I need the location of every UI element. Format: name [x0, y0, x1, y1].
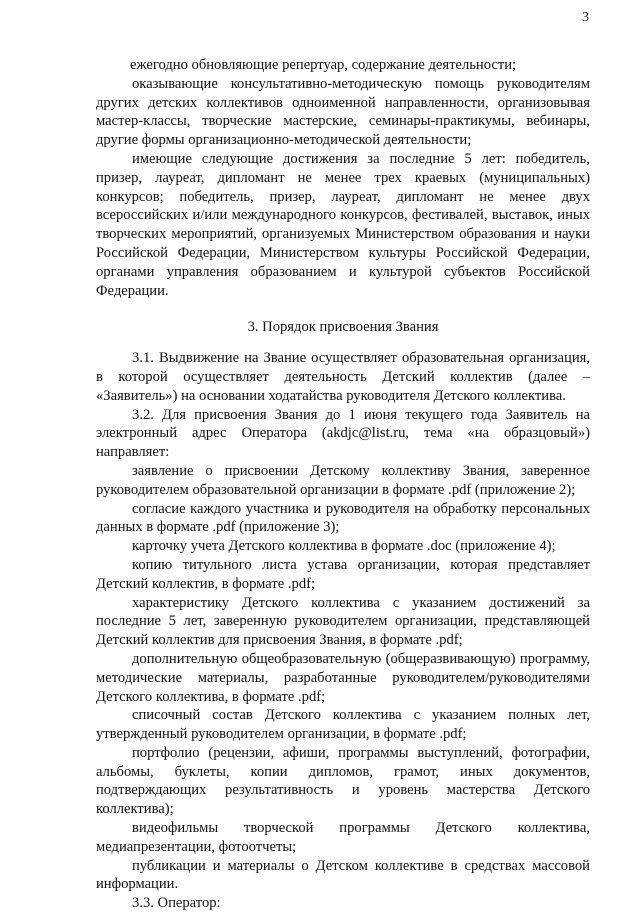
paragraph: ежегодно обновляющие репертуар, содержание деятельности; [130, 57, 517, 73]
list-item: характеристику Детского коллектива с указанием достижений за последние 5 лет, заверенную руководителем организации, представляющей Детский коллектив для присвоения Звания, в формате .pdf; [96, 594, 590, 649]
list-item: карточку учета Детского коллектива в формате .doc (приложение 4); [132, 538, 556, 555]
paragraph: 3.3. Оператор: [132, 895, 221, 912]
page-number: 3 [582, 10, 589, 25]
list-item: копию титульного листа устава организации, которая представляет Детский коллектив, в формате .pdf; [96, 556, 590, 592]
list-item: дополнительную общеобразовательную (общеразвивающую) программу, методические материалы, разработанные руководителем/руководителями Детского коллектива, в формате .pdf; [96, 650, 590, 705]
list-item: согласие каждого участника и руководителя на обработку персональных данных в формате .pdf (приложение 3); [96, 500, 590, 536]
list-item: портфолио (рецензии, афиши, программы выступлений, фотографии, альбомы, буклеты, копии дипломов, грамот, иных документов, подтверждающих результативность и уровень мастерства Детского коллектива); [96, 744, 590, 818]
list-item: видеофильмы творческой программы Детского коллектива, медиапрезентации, фотоотчеты; [96, 820, 590, 855]
paragraph: 3.2. Для присвоения Звания до 1 июня текущего года Заявитель на электронный адрес Оператора (akdjc@list.ru, тема «на образцовый») направляет: [96, 406, 590, 461]
section-heading: 3. Порядок присвоения Звания [247, 319, 439, 336]
paragraph: имеющие следующие достижения за последние 5 лет: победитель, призер, лауреат, дипломант не менее трех краевых (муниципальных) конкурсов; победитель, призер, лауреат, дипломант не менее двух всероссийских и/или международного конкурсов, фестивалей, выставок, иных творческих мероприятий, организуемых Министерством образования и науки Российской Федерации, Министерством культуры Российской Федерации, органами управления образованием и культурой субъектов Российской Федерации. [96, 150, 590, 299]
list-item: публикации и материалы о Детском коллективе в средствах массовой информации. [96, 857, 590, 893]
paragraph: 3.1. Выдвижение на Звание осуществляет образовательная организация, в которой осуществляет деятельность Детский коллектив (далее – «Заявитель») на основании ходатайства руководителя Детского коллектива. [96, 350, 590, 404]
document-body [96, 56, 590, 913]
list-item: заявление о присвоении Детскому коллективу Звания, заверенное руководителем образовательной организации в формате .pdf (приложение 2); [96, 462, 590, 498]
paragraph: оказывающие консультативно-методическую помощь руководителям других детских коллективов одноименной направленности, организовывая мастер-классы, творческие мастерские, семинары-практикумы, вебинары, другие формы организационно-методической деятельности; [96, 75, 590, 149]
list-item: списочный состав Детского коллектива с указанием полных лет, утвержденный руководителем организации, в формате .pdf; [96, 707, 590, 743]
